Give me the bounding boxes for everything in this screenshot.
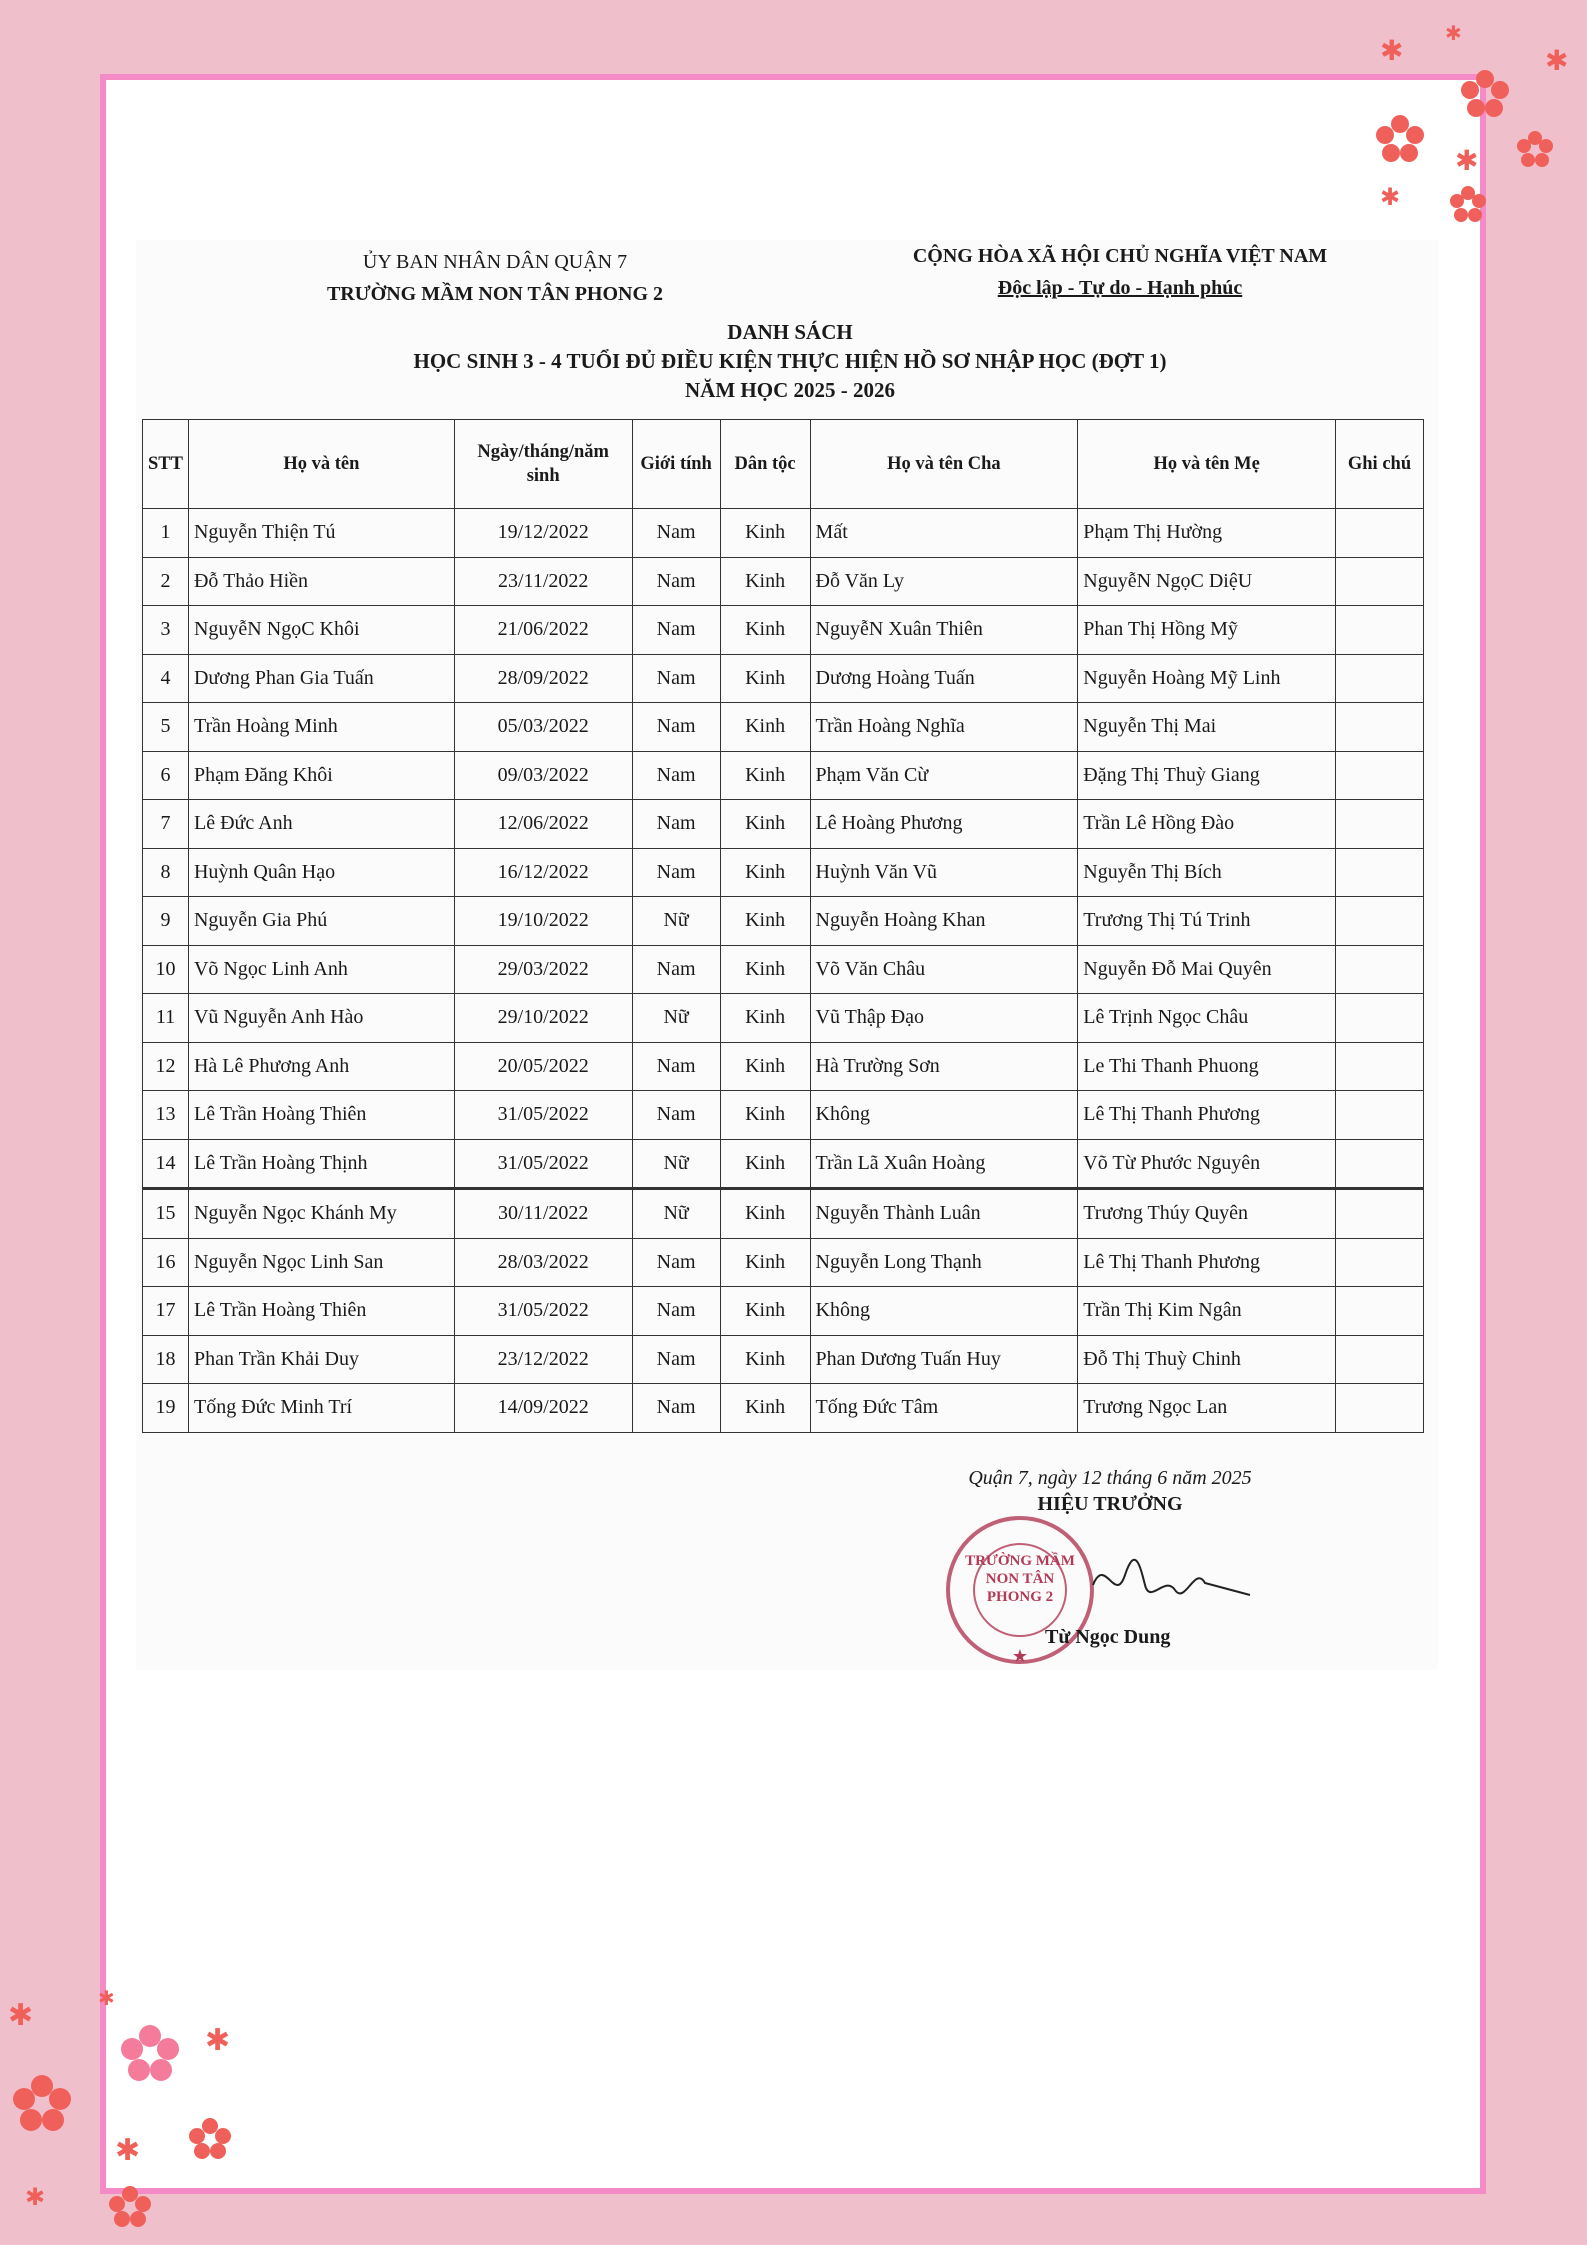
cell-ethnicity: Kinh	[720, 1139, 810, 1189]
svg-text:✱: ✱	[205, 2024, 231, 2057]
cell-dob: 23/11/2022	[454, 557, 632, 606]
cell-father: Mất	[810, 509, 1078, 558]
cell-dob: 21/06/2022	[454, 606, 632, 655]
svg-text:✱: ✱	[8, 1999, 34, 2032]
svg-text:✱: ✱	[98, 1988, 115, 2010]
issuer-header	[260, 246, 730, 310]
col-header-name: Họ và tên	[188, 420, 454, 509]
cell-gender: Nam	[632, 1335, 720, 1384]
cell-father: Tống Đức Tâm	[810, 1384, 1078, 1433]
national-name: CỘNG HÒA XÃ HỘI CHỦ NGHĨA VIỆT NAM	[912, 245, 1328, 267]
flower-decoration-top-right	[1360, 20, 1587, 230]
cell-note	[1336, 1139, 1424, 1189]
cell-name: Huỳnh Quân Hạo	[188, 848, 454, 897]
cell-note	[1336, 800, 1424, 849]
cell-ethnicity: Kinh	[720, 800, 810, 849]
table-row	[143, 1091, 1424, 1140]
table-row	[143, 751, 1424, 800]
cell-stt: 15	[143, 1189, 189, 1239]
cell-gender: Nam	[632, 800, 720, 849]
table-row	[143, 1238, 1424, 1287]
cell-ethnicity: Kinh	[720, 994, 810, 1043]
cell-name: Dương Phan Gia Tuấn	[188, 654, 454, 703]
cell-stt: 4	[143, 654, 189, 703]
cell-ethnicity: Kinh	[720, 848, 810, 897]
cell-name: Nguyễn Ngọc Khánh My	[188, 1189, 454, 1239]
signer-title: HIỆU TRƯỞNG	[1037, 1493, 1183, 1515]
cell-mother: Nguyễn Đỗ Mai Quyên	[1078, 945, 1336, 994]
document-title	[300, 318, 1280, 405]
cell-father: Nguyễn Long Thạnh	[810, 1238, 1078, 1287]
col-header-dob: Ngày/tháng/năm sinh	[454, 420, 632, 509]
cell-dob: 29/10/2022	[454, 994, 632, 1043]
cell-ethnicity: Kinh	[720, 509, 810, 558]
cell-stt: 2	[143, 557, 189, 606]
cell-dob: 12/06/2022	[454, 800, 632, 849]
col-header-stt: STT	[143, 420, 189, 509]
cell-ethnicity: Kinh	[720, 1091, 810, 1140]
cell-name: Phan Trần Khải Duy	[188, 1335, 454, 1384]
cell-note	[1336, 897, 1424, 946]
national-motto: Độc lập - Tự do - Hạnh phúc	[997, 277, 1243, 299]
cell-ethnicity: Kinh	[720, 1287, 810, 1336]
cell-stt: 5	[143, 703, 189, 752]
cell-name: Vũ Nguyễn Anh Hào	[188, 994, 454, 1043]
cell-mother: Phan Thị Hồng Mỹ	[1078, 606, 1336, 655]
cell-mother: Đặng Thị Thuỳ Giang	[1078, 751, 1336, 800]
cell-father: Huỳnh Văn Vũ	[810, 848, 1078, 897]
student-table	[142, 419, 1424, 1433]
table-row	[143, 703, 1424, 752]
table-body	[143, 509, 1424, 1433]
cell-mother: Lê Thị Thanh Phương	[1078, 1238, 1336, 1287]
cell-mother: Trần Thị Kim Ngân	[1078, 1287, 1336, 1336]
cell-gender: Nam	[632, 1238, 720, 1287]
cell-stt: 9	[143, 897, 189, 946]
cell-name: Võ Ngọc Linh Anh	[188, 945, 454, 994]
cell-name: Nguyễn Ngọc Linh San	[188, 1238, 454, 1287]
cell-name: Tống Đức Minh Trí	[188, 1384, 454, 1433]
table-row	[143, 509, 1424, 558]
table-row	[143, 1042, 1424, 1091]
issuer-school: TRƯỜNG MẦM NON TÂN PHONG 2	[326, 283, 664, 305]
cell-gender: Nam	[632, 509, 720, 558]
cell-ethnicity: Kinh	[720, 654, 810, 703]
cell-name: NguyễN NgọC Khôi	[188, 606, 454, 655]
cell-note	[1336, 703, 1424, 752]
svg-text:★: ★	[1011, 1646, 1029, 1666]
flower-decoration-bottom-left	[0, 1980, 260, 2245]
cell-father: Dương Hoàng Tuấn	[810, 654, 1078, 703]
cell-gender: Nữ	[632, 1189, 720, 1239]
cell-gender: Nam	[632, 703, 720, 752]
svg-text:✱: ✱	[1545, 46, 1569, 77]
table-row	[143, 800, 1424, 849]
cell-name: Phạm Đăng Khôi	[188, 751, 454, 800]
cell-stt: 11	[143, 994, 189, 1043]
table-row	[143, 1139, 1424, 1189]
cell-father: Nguyễn Hoàng Khan	[810, 897, 1078, 946]
national-header	[880, 240, 1360, 304]
cell-dob: 20/05/2022	[454, 1042, 632, 1091]
issuer-authority: ỦY BAN NHÂN DÂN QUẬN 7	[362, 251, 628, 273]
cell-ethnicity: Kinh	[720, 1189, 810, 1239]
cell-stt: 10	[143, 945, 189, 994]
cell-note	[1336, 994, 1424, 1043]
cell-dob: 14/09/2022	[454, 1384, 632, 1433]
table-row	[143, 1384, 1424, 1433]
cell-dob: 23/12/2022	[454, 1335, 632, 1384]
cell-mother: Trần Lê Hồng Đào	[1078, 800, 1336, 849]
cell-stt: 6	[143, 751, 189, 800]
cell-name: Hà Lê Phương Anh	[188, 1042, 454, 1091]
cell-name: Nguyễn Thiện Tú	[188, 509, 454, 558]
cell-ethnicity: Kinh	[720, 751, 810, 800]
cell-ethnicity: Kinh	[720, 1042, 810, 1091]
cell-mother: Trương Thị Tú Trinh	[1078, 897, 1336, 946]
cell-dob: 28/03/2022	[454, 1238, 632, 1287]
col-header-gender: Giới tính	[632, 420, 720, 509]
cell-dob: 19/10/2022	[454, 897, 632, 946]
cell-name: Nguyễn Gia Phú	[188, 897, 454, 946]
cell-stt: 14	[143, 1139, 189, 1189]
cell-gender: Nam	[632, 1287, 720, 1336]
cell-gender: Nữ	[632, 994, 720, 1043]
cell-note	[1336, 848, 1424, 897]
svg-text:✱: ✱	[1445, 23, 1462, 45]
table-row	[143, 897, 1424, 946]
cell-name: Lê Trần Hoàng Thiên	[188, 1287, 454, 1336]
cell-note	[1336, 1335, 1424, 1384]
cell-stt: 18	[143, 1335, 189, 1384]
stamp-text: TRƯỜNG MẦM NON TÂN PHONG 2	[965, 1553, 1075, 1605]
cell-ethnicity: Kinh	[720, 1238, 810, 1287]
cell-father: Hà Trường Sơn	[810, 1042, 1078, 1091]
cell-father: Phạm Văn Cừ	[810, 751, 1078, 800]
cell-mother: Trương Ngọc Lan	[1078, 1384, 1336, 1433]
svg-text:✱: ✱	[1455, 146, 1479, 177]
cell-stt: 12	[143, 1042, 189, 1091]
cell-ethnicity: Kinh	[720, 897, 810, 946]
cell-ethnicity: Kinh	[720, 606, 810, 655]
cell-gender: Nam	[632, 1042, 720, 1091]
table-row	[143, 606, 1424, 655]
cell-father: Không	[810, 1091, 1078, 1140]
cell-name: Lê Trần Hoàng Thịnh	[188, 1139, 454, 1189]
cell-mother: Nguyễn Thị Mai	[1078, 703, 1336, 752]
cell-mother: Đỗ Thị Thuỳ Chinh	[1078, 1335, 1336, 1384]
cell-note	[1336, 1091, 1424, 1140]
cell-dob: 05/03/2022	[454, 703, 632, 752]
cell-stt: 16	[143, 1238, 189, 1287]
cell-name: Đỗ Thảo Hiền	[188, 557, 454, 606]
cell-gender: Nữ	[632, 897, 720, 946]
cell-note	[1336, 945, 1424, 994]
title-line-3: NĂM HỌC 2025 - 2026	[685, 378, 895, 402]
cell-stt: 3	[143, 606, 189, 655]
handwritten-signature	[1085, 1545, 1255, 1615]
cell-gender: Nam	[632, 848, 720, 897]
cell-mother: Nguyễn Thị Bích	[1078, 848, 1336, 897]
title-line-1: DANH SÁCH	[727, 320, 853, 344]
cell-gender: Nam	[632, 751, 720, 800]
cell-gender: Nam	[632, 945, 720, 994]
cell-dob: 30/11/2022	[454, 1189, 632, 1239]
col-header-mother: Họ và tên Mẹ	[1078, 420, 1336, 509]
svg-text:✱: ✱	[25, 2185, 46, 2211]
cell-dob: 29/03/2022	[454, 945, 632, 994]
cell-mother: Nguyễn Hoàng Mỹ Linh	[1078, 654, 1336, 703]
col-header-father: Họ và tên Cha	[810, 420, 1078, 509]
cell-name: Trần Hoàng Minh	[188, 703, 454, 752]
cell-stt: 19	[143, 1384, 189, 1433]
cell-father: Lê Hoàng Phương	[810, 800, 1078, 849]
table-row	[143, 945, 1424, 994]
table-row	[143, 994, 1424, 1043]
cell-father: Trần Hoàng Nghĩa	[810, 703, 1078, 752]
cell-dob: 28/09/2022	[454, 654, 632, 703]
svg-text:✱: ✱	[1380, 36, 1404, 67]
cell-gender: Nam	[632, 606, 720, 655]
cell-note	[1336, 1238, 1424, 1287]
cell-mother: Võ Từ Phước Nguyên	[1078, 1139, 1336, 1189]
cell-ethnicity: Kinh	[720, 703, 810, 752]
cell-dob: 31/05/2022	[454, 1091, 632, 1140]
cell-stt: 13	[143, 1091, 189, 1140]
cell-note	[1336, 654, 1424, 703]
cell-stt: 8	[143, 848, 189, 897]
cell-dob: 31/05/2022	[454, 1287, 632, 1336]
cell-father: Trần Lã Xuân Hoàng	[810, 1139, 1078, 1189]
svg-text:✱: ✱	[1380, 185, 1401, 211]
table-row	[143, 848, 1424, 897]
cell-ethnicity: Kinh	[720, 1335, 810, 1384]
cell-mother: Phạm Thị Hường	[1078, 509, 1336, 558]
table-row	[143, 654, 1424, 703]
cell-ethnicity: Kinh	[720, 1384, 810, 1433]
cell-gender: Nam	[632, 1091, 720, 1140]
cell-mother: NguyễN NgọC DiệU	[1078, 557, 1336, 606]
cell-dob: 31/05/2022	[454, 1139, 632, 1189]
cell-name: Lê Trần Hoàng Thiên	[188, 1091, 454, 1140]
cell-name: Lê Đức Anh	[188, 800, 454, 849]
cell-ethnicity: Kinh	[720, 557, 810, 606]
svg-text:✱: ✱	[115, 2134, 141, 2167]
signer-name: Từ Ngọc Dung	[1045, 1626, 1171, 1648]
cell-note	[1336, 751, 1424, 800]
cell-father: Vũ Thập Đạo	[810, 994, 1078, 1043]
cell-stt: 1	[143, 509, 189, 558]
table-row	[143, 557, 1424, 606]
cell-mother: Lê Thị Thanh Phương	[1078, 1091, 1336, 1140]
cell-dob: 16/12/2022	[454, 848, 632, 897]
table-header-row	[143, 420, 1424, 509]
cell-mother: Trương Thúy Quyên	[1078, 1189, 1336, 1239]
cell-mother: Le Thi Thanh Phuong	[1078, 1042, 1336, 1091]
cell-father: Phan Dương Tuấn Huy	[810, 1335, 1078, 1384]
cell-mother: Lê Trịnh Ngọc Châu	[1078, 994, 1336, 1043]
cell-note	[1336, 1287, 1424, 1336]
cell-stt: 17	[143, 1287, 189, 1336]
table-row	[143, 1287, 1424, 1336]
table-row	[143, 1189, 1424, 1239]
cell-note	[1336, 1384, 1424, 1433]
cell-father: Không	[810, 1287, 1078, 1336]
cell-gender: Nữ	[632, 1139, 720, 1189]
cell-dob: 09/03/2022	[454, 751, 632, 800]
cell-note	[1336, 1042, 1424, 1091]
cell-father: Đỗ Văn Ly	[810, 557, 1078, 606]
sign-date: Quận 7, ngày 12 tháng 6 năm 2025	[968, 1467, 1252, 1489]
col-header-note: Ghi chú	[1336, 420, 1424, 509]
cell-gender: Nam	[632, 557, 720, 606]
cell-gender: Nam	[632, 654, 720, 703]
cell-father: Nguyễn Thành Luân	[810, 1189, 1078, 1239]
cell-note	[1336, 557, 1424, 606]
cell-ethnicity: Kinh	[720, 945, 810, 994]
cell-father: Võ Văn Châu	[810, 945, 1078, 994]
cell-dob: 19/12/2022	[454, 509, 632, 558]
title-line-2: HỌC SINH 3 - 4 TUỔI ĐỦ ĐIỀU KIỆN THỰC HIỆN HỒ SƠ NHẬP HỌC (ĐỢT 1)	[413, 349, 1167, 373]
table-row	[143, 1335, 1424, 1384]
cell-gender: Nam	[632, 1384, 720, 1433]
cell-note	[1336, 606, 1424, 655]
cell-note	[1336, 1189, 1424, 1239]
cell-note	[1336, 509, 1424, 558]
col-header-ethnicity: Dân tộc	[720, 420, 810, 509]
cell-father: NguyễN Xuân Thiên	[810, 606, 1078, 655]
cell-stt: 7	[143, 800, 189, 849]
